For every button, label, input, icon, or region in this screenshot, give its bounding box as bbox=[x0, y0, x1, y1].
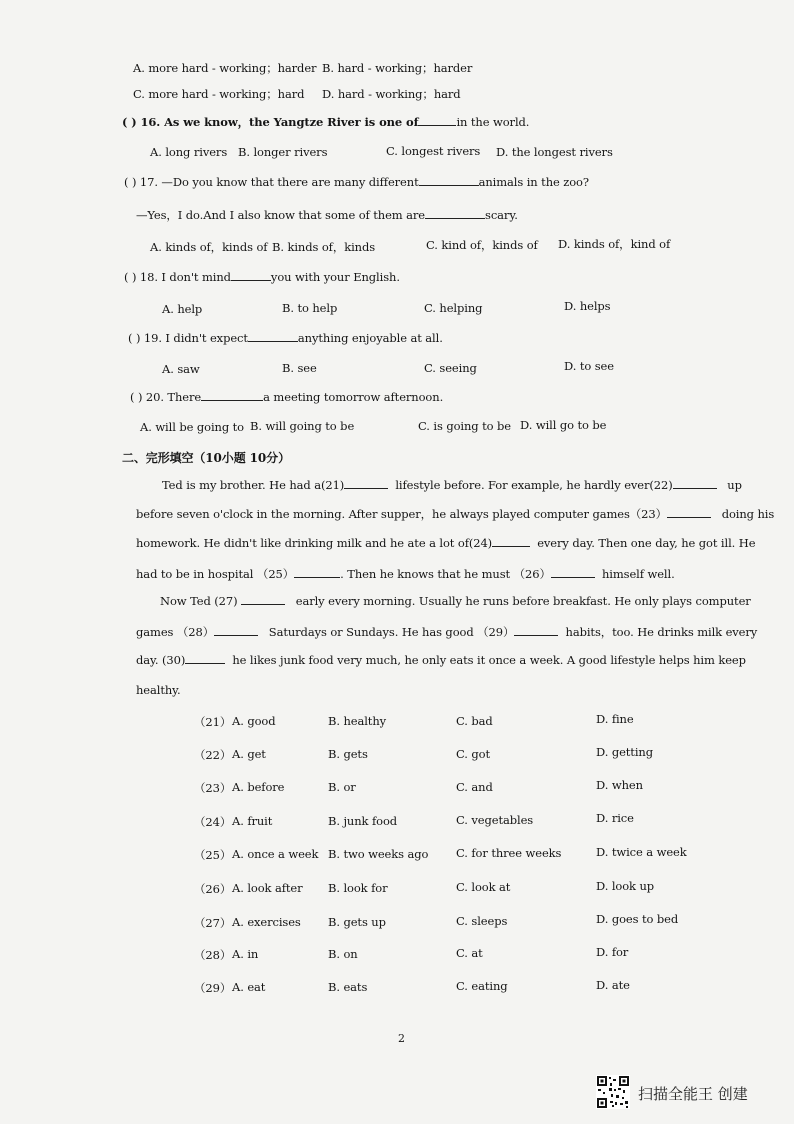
cloze-option-b: B. junk food bbox=[328, 814, 398, 828]
blank-25 bbox=[294, 567, 340, 578]
passage-text: every day. Then one day, he got ill. He bbox=[537, 536, 756, 550]
q20-prefix: ( ) 20. There bbox=[130, 390, 202, 404]
cloze-num: （25） bbox=[194, 848, 232, 862]
q17-blank-2 bbox=[425, 208, 485, 219]
q17-option-c: C. kind of，kinds of bbox=[426, 238, 538, 252]
q19-blank bbox=[248, 331, 298, 342]
q20-option-c: C. is going to be bbox=[418, 419, 511, 433]
cloze-option-b: B. gets up bbox=[328, 915, 386, 929]
cloze-option-d: D. goes to bed bbox=[596, 912, 679, 926]
q18-option-d: D. helps bbox=[564, 299, 611, 313]
passage-text: he likes junk food very much, he only eats it once a week. A good lifestyle helps him keep bbox=[232, 653, 746, 667]
q20-option-d: D. will go to be bbox=[520, 418, 607, 432]
watermark-text: 扫描全能王 创建 bbox=[638, 1085, 748, 1103]
cloze-option-d: D. twice a week bbox=[596, 845, 687, 859]
q16-option-c: C. longest rivers bbox=[386, 144, 481, 158]
passage-text: Ted is my brother. He had a(21) bbox=[162, 478, 345, 492]
blank-22 bbox=[673, 478, 717, 489]
q19-option-b: B. see bbox=[282, 361, 317, 375]
cloze-option-b: B. gets bbox=[328, 747, 368, 761]
cloze-option-d: D. for bbox=[596, 945, 629, 959]
cloze-option-c: C. got bbox=[456, 747, 491, 761]
cloze-num: （22） bbox=[194, 748, 232, 762]
blank-28 bbox=[214, 625, 258, 636]
cloze-option-c: C. vegetables bbox=[456, 813, 534, 827]
q16-blank bbox=[418, 115, 456, 126]
q20-option-b: B. will going to be bbox=[250, 419, 355, 433]
passage-text: . Then he knows that he must （26） bbox=[340, 567, 551, 581]
cloze-num: （29） bbox=[194, 981, 232, 995]
passage-text: early every morning. Usually he runs before breakfast. He only plays computer bbox=[295, 594, 751, 608]
passage-line-3 bbox=[136, 536, 755, 550]
q16-option-b: B. longer rivers bbox=[238, 145, 328, 159]
q18-option-a: A. help bbox=[162, 302, 203, 316]
passage-text: Saturdays or Sundays. He has good （29） bbox=[268, 625, 515, 639]
q18-prefix: ( ) 18. I don't mind bbox=[124, 270, 231, 284]
q15-option-a: A. more hard - working；harder bbox=[133, 61, 317, 75]
cloze-option-a: A. eat bbox=[232, 980, 266, 994]
q19-stem bbox=[128, 331, 443, 345]
cloze-option-d: D. when bbox=[596, 778, 643, 792]
cloze-num: （24） bbox=[194, 815, 232, 829]
passage-text: himself well. bbox=[601, 567, 675, 581]
q17-reply-suffix: scary. bbox=[485, 208, 518, 222]
cloze-option-c: C. and bbox=[456, 780, 493, 794]
q20-option-a: A. will be going to bbox=[140, 420, 245, 434]
passage-line-1 bbox=[162, 478, 742, 492]
qr-code-icon bbox=[596, 1075, 630, 1109]
q17-option-a: A. kinds of，kinds of bbox=[150, 240, 268, 254]
passage-line-5 bbox=[160, 594, 751, 608]
passage-line-6 bbox=[136, 624, 757, 640]
cloze-option-d: D. fine bbox=[596, 712, 634, 726]
q17-reply-prefix: —Yes，I do.And I also know that some of them are bbox=[136, 208, 426, 222]
q19-prefix: ( ) 19. I didn't expect bbox=[128, 331, 248, 345]
passage-text: games （28） bbox=[136, 625, 215, 639]
q18-option-b: B. to help bbox=[282, 301, 338, 315]
cloze-option-b: B. on bbox=[328, 947, 358, 961]
cloze-option-b: B. look for bbox=[328, 881, 388, 895]
cloze-num: （28） bbox=[194, 948, 232, 962]
cloze-option-b: B. or bbox=[328, 780, 356, 794]
passage-text: doing his bbox=[721, 507, 775, 521]
q17-prefix: ( ) 17. —Do you know that there are many different bbox=[124, 175, 419, 189]
cloze-num: （23） bbox=[194, 781, 232, 795]
q16-option-a: A. long rivers bbox=[150, 145, 228, 159]
q19-option-d: D. to see bbox=[564, 359, 614, 373]
q19-option-c: C. seeing bbox=[424, 361, 477, 375]
cloze-option-a: A. before bbox=[232, 780, 285, 794]
passage-text: day. (30) bbox=[136, 653, 186, 667]
q19-option-a: A. saw bbox=[162, 362, 200, 376]
q18-blank bbox=[231, 270, 271, 281]
blank-21 bbox=[344, 478, 388, 489]
cloze-option-d: D. rice bbox=[596, 811, 634, 825]
cloze-option-c: C. at bbox=[456, 946, 483, 960]
q18-option-c: C. helping bbox=[424, 301, 483, 315]
passage-text: homework. He didn't like drinking milk and he ate a lot of(24) bbox=[136, 536, 493, 550]
section-heading: 二、完形填空（10小题 10分） bbox=[122, 451, 290, 465]
q15-option-c: C. more hard - working；hard bbox=[133, 87, 305, 101]
q20-blank bbox=[201, 390, 263, 401]
blank-30 bbox=[185, 653, 225, 664]
q16-stem bbox=[122, 114, 529, 130]
passage-text: before seven o'clock in the morning. After supper，he always played computer games（23） bbox=[136, 507, 668, 521]
blank-27 bbox=[241, 594, 285, 605]
passage-text: Now Ted (27) bbox=[160, 594, 238, 608]
cloze-option-a: A. once a week bbox=[232, 847, 319, 861]
cloze-option-a: A. fruit bbox=[232, 814, 273, 828]
cloze-option-b: B. eats bbox=[328, 980, 368, 994]
q17-stem bbox=[124, 175, 589, 189]
passage-line-4 bbox=[136, 566, 675, 582]
q16-option-d: D. the longest rivers bbox=[496, 145, 613, 159]
cloze-option-a: A. in bbox=[232, 947, 259, 961]
q20-suffix: a meeting tomorrow afternoon. bbox=[263, 390, 444, 404]
passage-line-2 bbox=[136, 506, 774, 522]
blank-23 bbox=[667, 507, 711, 518]
cloze-option-a: A. look after bbox=[232, 881, 303, 895]
q20-stem bbox=[130, 390, 443, 404]
cloze-option-c: C. bad bbox=[456, 714, 493, 728]
cloze-option-c: C. eating bbox=[456, 979, 508, 993]
q17-option-b: B. kinds of，kinds bbox=[272, 240, 376, 254]
q16-suffix: in the world. bbox=[456, 115, 530, 129]
cloze-option-a: A. exercises bbox=[232, 915, 301, 929]
q16-prefix: ( ) 16. As we know，the Yangtze River is one of bbox=[122, 115, 419, 129]
blank-29 bbox=[514, 625, 558, 636]
q17-blank-1 bbox=[419, 175, 479, 186]
cloze-option-a: A. good bbox=[232, 714, 276, 728]
q17-reply bbox=[136, 207, 518, 223]
cloze-option-c: C. sleeps bbox=[456, 914, 508, 928]
cloze-option-d: D. getting bbox=[596, 745, 653, 759]
q18-stem bbox=[124, 270, 400, 284]
q15-option-d: D. hard - working；hard bbox=[322, 87, 461, 101]
cloze-option-a: A. get bbox=[232, 747, 266, 761]
passage-text: habits，too. He drinks milk every bbox=[565, 625, 758, 639]
q17-option-d: D. kinds of，kind of bbox=[558, 237, 671, 251]
q19-suffix: anything enjoyable at all. bbox=[297, 331, 443, 345]
cloze-option-c: C. for three weeks bbox=[456, 846, 562, 860]
passage-text: had to be in hospital （25） bbox=[136, 567, 295, 581]
passage-text: up bbox=[727, 478, 742, 492]
cloze-num: （26） bbox=[194, 882, 232, 896]
cloze-option-d: D. ate bbox=[596, 978, 630, 992]
q17-suffix: animals in the zoo? bbox=[478, 175, 589, 189]
cloze-option-d: D. look up bbox=[596, 879, 655, 893]
blank-26 bbox=[551, 567, 595, 578]
passage-line-7 bbox=[136, 653, 746, 667]
passage-text: lifestyle before. For example, he hardly ever(22) bbox=[395, 478, 673, 492]
cloze-option-c: C. look at bbox=[456, 880, 511, 894]
passage-line-8: healthy. bbox=[136, 683, 181, 697]
q15-option-b: B. hard - working；harder bbox=[322, 61, 473, 75]
cloze-option-b: B. two weeks ago bbox=[328, 847, 429, 861]
blank-24 bbox=[492, 536, 530, 547]
q18-suffix: you with your English. bbox=[270, 270, 400, 284]
cloze-num: （21） bbox=[194, 715, 232, 729]
page-number: 2 bbox=[398, 1032, 405, 1045]
scanner-watermark bbox=[596, 1075, 774, 1111]
cloze-option-b: B. healthy bbox=[328, 714, 387, 728]
cloze-num: （27） bbox=[194, 916, 232, 930]
